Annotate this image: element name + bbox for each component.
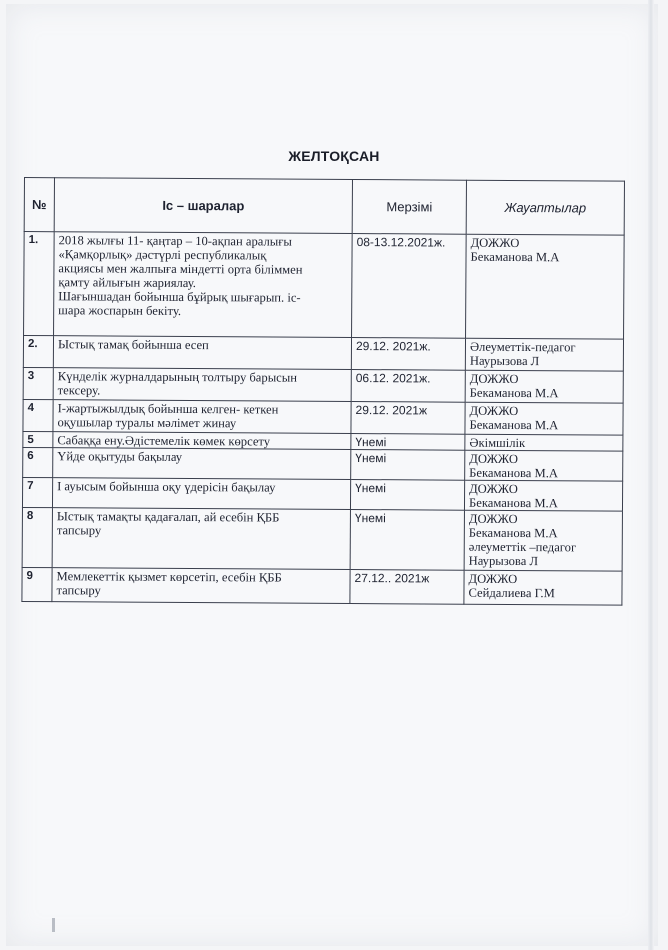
responsible-line: Наурызова Л bbox=[468, 553, 539, 569]
table-row bbox=[23, 336, 623, 372]
row-event bbox=[53, 368, 351, 402]
responsible-line: Наурызова Л bbox=[469, 353, 540, 369]
row-event bbox=[52, 508, 350, 570]
row-number: 4 bbox=[23, 399, 53, 431]
responsible-line: Сейдалиева Г.М bbox=[468, 585, 555, 601]
row-number: 5 bbox=[23, 431, 53, 447]
event-line: «Қамқорлық» дәстүрлі республикалық bbox=[58, 247, 267, 263]
event-line: Шағыншадан бойынша бұйрық шығарып. іс- bbox=[58, 289, 301, 305]
event-line: оқушылар туралы мәлімет жинау bbox=[57, 415, 237, 431]
row-number: 9 bbox=[22, 567, 52, 601]
row-event bbox=[53, 400, 351, 434]
table-row bbox=[23, 399, 623, 435]
responsible-line: Бекаманова М.А bbox=[468, 525, 558, 541]
event-line: Үйде оқытуды бақылау bbox=[57, 449, 183, 464]
event-line: шара жоспарын бекіту. bbox=[58, 303, 182, 318]
row-event bbox=[54, 232, 353, 338]
row-responsible bbox=[466, 234, 625, 339]
responsible-line: Бекаманова М.А bbox=[469, 465, 559, 481]
header-responsible: Жауаптылар bbox=[466, 180, 624, 235]
document-title: ЖЕЛТОҚСАН bbox=[288, 148, 380, 164]
row-event bbox=[53, 432, 351, 450]
row-deadline: Үнемі bbox=[350, 510, 464, 571]
row-event bbox=[53, 336, 351, 370]
event-line: 2018 жылғы 11- қаңтар – 10-ақпан аралығы bbox=[58, 233, 292, 249]
responsible-line: әлеуметтік –педагог bbox=[468, 539, 577, 555]
event-line: Күнделік журналдарының толтыру барысын bbox=[57, 369, 298, 385]
table-row bbox=[22, 507, 622, 571]
row-responsible bbox=[465, 370, 623, 403]
table-row bbox=[23, 367, 623, 403]
row-event bbox=[52, 568, 350, 604]
row-deadline: 29.12. 2021ж bbox=[351, 402, 465, 435]
event-line: Ыстық тамақты қадағалап, ай есебін ҚББ bbox=[56, 509, 280, 525]
row-deadline: 29.12. 2021ж. bbox=[351, 338, 465, 371]
responsible-line: Бекаманова М.А bbox=[468, 495, 558, 511]
row-number: 8 bbox=[22, 507, 52, 567]
table-row bbox=[24, 232, 625, 340]
responsible-line: Бекаманова М.А bbox=[469, 417, 559, 433]
responsible-line: ДОЖЖО bbox=[469, 371, 519, 387]
row-number: 6 bbox=[23, 447, 53, 477]
row-responsible bbox=[465, 434, 623, 451]
header-event: Іс – шаралар bbox=[54, 178, 352, 234]
row-responsible bbox=[464, 480, 622, 511]
event-line: І ауысым бойынша оқу үдерісін бақылау bbox=[57, 479, 276, 495]
row-number: 2. bbox=[23, 336, 53, 368]
page-edge bbox=[648, 0, 654, 950]
events-table bbox=[21, 177, 625, 606]
event-line: Ыстық тамақ бойынша есеп bbox=[57, 337, 209, 353]
row-deadline: Үнемі bbox=[351, 450, 465, 481]
responsible-line: ДОЖЖО bbox=[468, 511, 518, 527]
event-line: тексеру. bbox=[57, 383, 101, 398]
responsible-line: Әлеуметтік-педагог bbox=[469, 339, 576, 355]
row-event bbox=[52, 478, 350, 510]
row-number: 3 bbox=[23, 367, 53, 399]
row-responsible bbox=[465, 402, 623, 435]
event-line: І-жартыжылдық бойынша келген- кеткен bbox=[57, 401, 279, 417]
table-row bbox=[22, 477, 622, 511]
row-number: 7 bbox=[22, 477, 52, 507]
row-responsible bbox=[464, 570, 622, 605]
row-number: 1. bbox=[24, 232, 55, 336]
row-deadline: Үнемі bbox=[351, 434, 465, 451]
responsible-line: ДОЖЖО bbox=[468, 571, 518, 587]
responsible-line: Бекаманова М.А bbox=[469, 385, 559, 401]
event-line: Мемлекеттік қызмет көрсетіп, есебін ҚББ bbox=[56, 569, 282, 585]
header-deadline: Мерзімі bbox=[352, 180, 466, 235]
responsible-line: ДОЖЖО bbox=[469, 481, 518, 497]
event-line: тапсыру bbox=[56, 583, 101, 598]
responsible-line: ДОЖЖО bbox=[470, 235, 520, 251]
table-row bbox=[23, 447, 623, 481]
header-number: № bbox=[24, 178, 54, 232]
event-line: тапсыру bbox=[56, 523, 102, 538]
row-deadline: 06.12. 2021ж. bbox=[351, 370, 465, 403]
row-responsible bbox=[465, 338, 623, 371]
event-line: қамту айлығын жариялау. bbox=[58, 275, 196, 291]
table-row bbox=[22, 567, 622, 605]
responsible-line: Әкімшілік bbox=[469, 435, 526, 451]
table-header-row bbox=[24, 178, 624, 236]
responsible-line: ДОЖЖО bbox=[469, 403, 519, 419]
event-line: акциясы мен жалпыға міндетті орта біліммен bbox=[58, 261, 303, 277]
row-responsible bbox=[465, 450, 623, 481]
row-deadline: Үнемі bbox=[350, 480, 464, 511]
row-responsible bbox=[464, 510, 622, 571]
responsible-line: ДОЖЖО bbox=[469, 451, 519, 467]
event-line: Сабаққа ену.Әдістемелік көмек көрсету bbox=[57, 433, 271, 449]
scan-mark bbox=[52, 918, 55, 932]
responsible-line: Бекаманова М.А bbox=[470, 249, 560, 265]
row-deadline: 27.12.. 2021ж bbox=[350, 569, 464, 604]
row-event bbox=[53, 448, 351, 480]
row-deadline: 08-13.12.2021ж. bbox=[352, 234, 467, 339]
